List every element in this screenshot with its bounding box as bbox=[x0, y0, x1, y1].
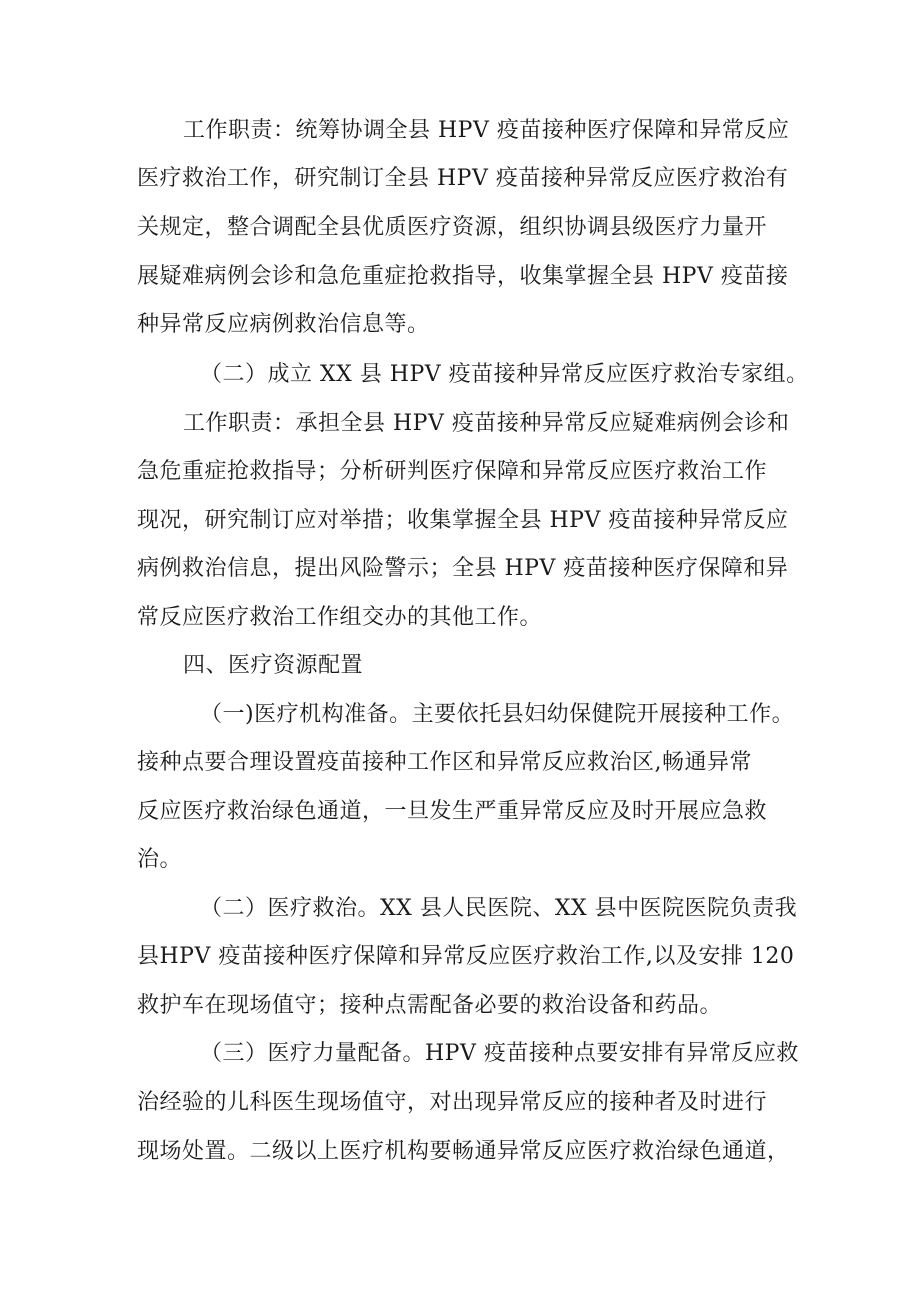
text-line: 展疑难病例会诊和急危重症抢救指导，收集掌握全县 HPV 疫苗接 bbox=[137, 264, 789, 289]
text-line: 关规定，整合调配全县优质医疗资源，组织协调县级医疗力量开 bbox=[137, 215, 768, 240]
text-line: 病例救治信息，提出风险警示；全县 HPV 疫苗接种医疗保障和异 bbox=[137, 556, 789, 581]
text-line: 工作职责：统筹协调全县 HPV 疫苗接种医疗保障和异常反应 bbox=[183, 118, 790, 143]
text-line: 医疗救治工作，研究制订全县 HPV 疫苗接种异常反应医疗救治有 bbox=[137, 166, 789, 191]
text-line: 治经验的儿科医生现场值守，对出现异常反应的接种者及时进行 bbox=[137, 1090, 768, 1115]
section-heading: （二）成立 XX 县 HPV 疫苗接种异常反应医疗救治专家组。 bbox=[200, 362, 809, 387]
text-line: 救护车在现场值守；接种点需配备必要的救治设备和药品。 bbox=[137, 993, 723, 1018]
text-line: 常反应医疗救治工作组交办的其他工作。 bbox=[137, 605, 543, 630]
text-line: 县HPV 疫苗接种医疗保障和异常反应医疗救治工作,以及安排 120 bbox=[137, 944, 795, 969]
text-line: 现场处置。二级以上医疗机构要畅通异常反应医疗救治绿色通道， bbox=[137, 1139, 790, 1164]
section-heading: 四、医疗资源配置 bbox=[183, 653, 364, 678]
text-line: （三）医疗力量配备。HPV 疫苗接种点要安排有异常反应救 bbox=[200, 1041, 799, 1066]
text-line: 反应医疗救治绿色通道，一旦发生严重异常反应及时开展应急救 bbox=[137, 799, 768, 824]
text-line: 现况，研究制订应对举措；收集掌握全县 HPV 疫苗接种异常反应 bbox=[137, 508, 789, 533]
text-line: 接种点要合理设置疫苗接种工作区和异常反应救治区,畅通异常 bbox=[137, 750, 752, 775]
text-line: （一)医疗机构准备。主要依托县妇幼保健院开展接种工作。 bbox=[200, 702, 795, 727]
text-line: （二）医疗救治。XX 县人民医院、XX 县中医院医院负责我 bbox=[200, 896, 798, 921]
text-line: 治。 bbox=[137, 847, 183, 872]
text-line: 种异常反应病例救治信息等。 bbox=[137, 312, 430, 337]
text-line: 急危重症抢救指导；分析研判医疗保障和异常反应医疗救治工作 bbox=[137, 459, 768, 484]
text-line: 工作职责：承担全县 HPV 疫苗接种异常反应疑难病例会诊和 bbox=[183, 411, 790, 436]
